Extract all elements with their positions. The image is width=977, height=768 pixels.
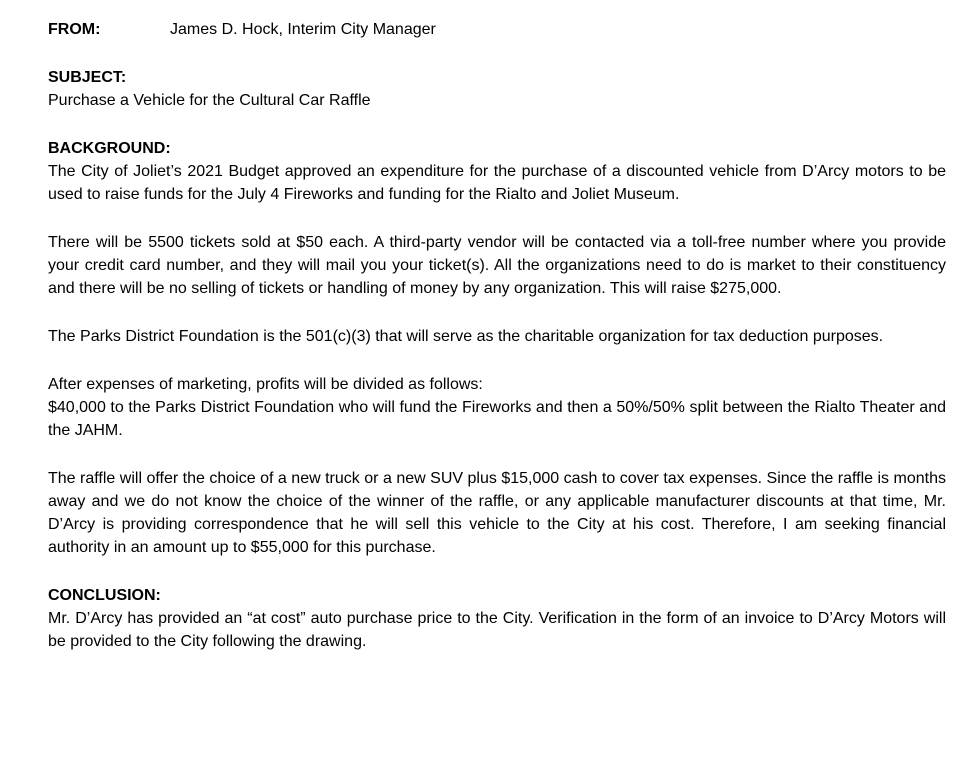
conclusion-label: CONCLUSION:	[48, 587, 161, 604]
background-paragraph-4	[48, 373, 946, 442]
conclusion-paragraph: Mr. D’Arcy has provided an “at cost” auto purchase price to the City. Verification in the form of an invoice to D’Arcy Motors will be provided to the City following the drawing.	[48, 610, 946, 650]
background-paragraph-2: There will be 5500 tickets sold at $50 each. A third-party vendor will be contacted via a toll-free number where you provide your credit card number, and they will mail you your ticket(s). All the organizations need to do is market to their constituency and there will be no selling of tickets or handling of money by any organization. This will raise $275,000.	[48, 234, 946, 297]
from-value: James D. Hock, Interim City Manager	[170, 21, 436, 38]
from-row	[48, 18, 946, 41]
subject-value: Purchase a Vehicle for the Cultural Car Raffle	[48, 92, 371, 109]
background-paragraph-3: The Parks District Foundation is the 501(c)(3) that will serve as the charitable organization for tax deduction purposes.	[48, 328, 884, 345]
from-label: FROM:	[48, 21, 101, 38]
conclusion-section	[48, 584, 946, 653]
background-section-heading	[48, 137, 946, 206]
subject-label: SUBJECT:	[48, 69, 127, 86]
background-paragraph-4-line-2: $40,000 to the Parks District Foundation who will fund the Fireworks and then a 50%/50% split between the Rialto Theater and the JAHM.	[48, 399, 946, 439]
background-paragraph-1: The City of Joliet’s 2021 Budget approved an expenditure for the purchase of a discounted vehicle from D’Arcy motors to be used to raise funds for the July 4 Fireworks and funding for the Rialto and Joliet Museum.	[48, 163, 946, 203]
background-label: BACKGROUND:	[48, 140, 171, 157]
subject-block	[48, 66, 946, 112]
background-paragraph-5: The raffle will offer the choice of a new truck or a new SUV plus $15,000 cash to cover tax expenses. Since the raffle is months away and we do not know the choice of the winner of the raffle, or any applicable manufacturer discounts at that time, Mr. D’Arcy is providing correspondence that he will sell this vehicle to the City at his cost. Therefore, I am seeking financial authority in an amount up to $55,000 for this purchase.	[48, 470, 946, 556]
background-paragraph-4-line-1: After expenses of marketing, profits will be divided as follows:	[48, 376, 483, 393]
